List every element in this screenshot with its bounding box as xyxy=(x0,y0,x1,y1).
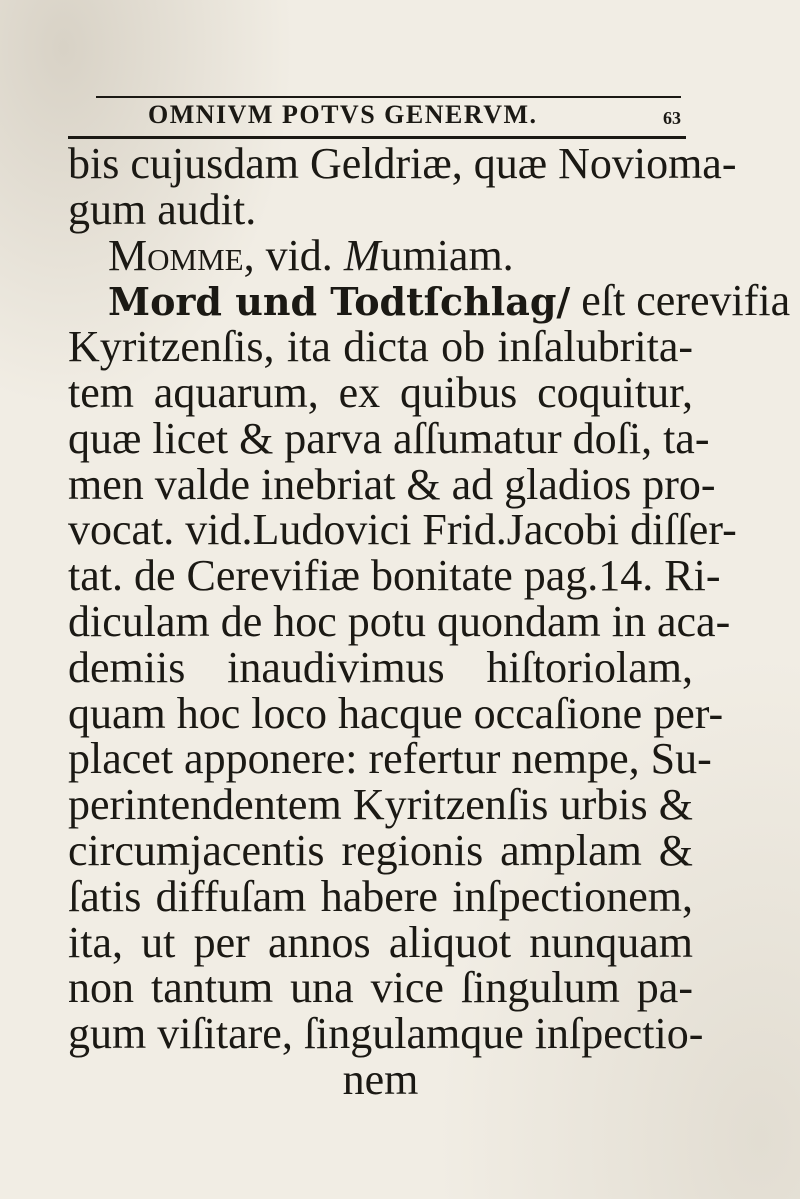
text-line-16: circumjacentis regionis amplam & xyxy=(68,825,693,875)
headword-mord-fraktur: Mord und Todtſchlag/ xyxy=(108,279,571,325)
text-line-9: vocat. vid.Ludovici Frid.Jacobi diſſer- xyxy=(68,505,737,555)
momme-ref-initial: M xyxy=(343,230,381,280)
body-text xyxy=(68,139,791,1104)
text-line-13: quam hoc loco hacque occaſione per- xyxy=(68,688,724,738)
headword-momme: Momme xyxy=(108,230,244,280)
text-line-21: nem xyxy=(342,1054,419,1104)
text-line-6: tem aquarum, ex quibus coquitur, xyxy=(68,367,693,417)
text-line-12: demiis inaudivimus hiſtoriolam, xyxy=(68,642,693,692)
header-rule-top xyxy=(96,96,681,98)
momme-ref-end: umiam. xyxy=(380,230,514,280)
text-line-19: non tantum una vice ſingulum pa- xyxy=(68,963,693,1013)
entry-momme xyxy=(68,230,693,280)
running-title: OMNIVM POTVS GENERVM. xyxy=(148,100,538,129)
text-line-1: bis cujusdam Geldriæ, quæ Novioma- xyxy=(68,139,737,188)
text-line-2: gum audit. xyxy=(68,184,257,234)
text-line-14: placet apponere: refertur nempe, Su- xyxy=(68,734,712,784)
text-line-15: perintendentem Kyritzenſis urbis & xyxy=(68,780,693,830)
momme-ref: , vid. xyxy=(243,230,344,280)
text-line-17: ſatis diffuſam habere inſpectionem, xyxy=(68,871,693,921)
text-line-8: men valde inebriat & ad gladios pro- xyxy=(68,459,716,509)
text-line-20: gum viſitare, ſingulamque inſpectio- xyxy=(68,1009,704,1059)
entry-mord xyxy=(68,276,791,326)
text-line-11: diculam de hoc potu quondam in aca- xyxy=(68,596,731,646)
text-line-18: ita, ut per annos aliquot nunquam xyxy=(68,917,693,967)
page-number: 63 xyxy=(663,108,681,128)
text-line-5: Kyritzenſis, ita dicta ob inſalubrita- xyxy=(68,322,693,372)
text-line-7: quæ licet & parva aſſumatur doſi, ta- xyxy=(68,413,710,463)
text-line-10: tat. de Cerevifiæ bonitate pag.14. Ri- xyxy=(68,551,721,601)
mord-rest: eſt cerevifia xyxy=(570,276,791,326)
